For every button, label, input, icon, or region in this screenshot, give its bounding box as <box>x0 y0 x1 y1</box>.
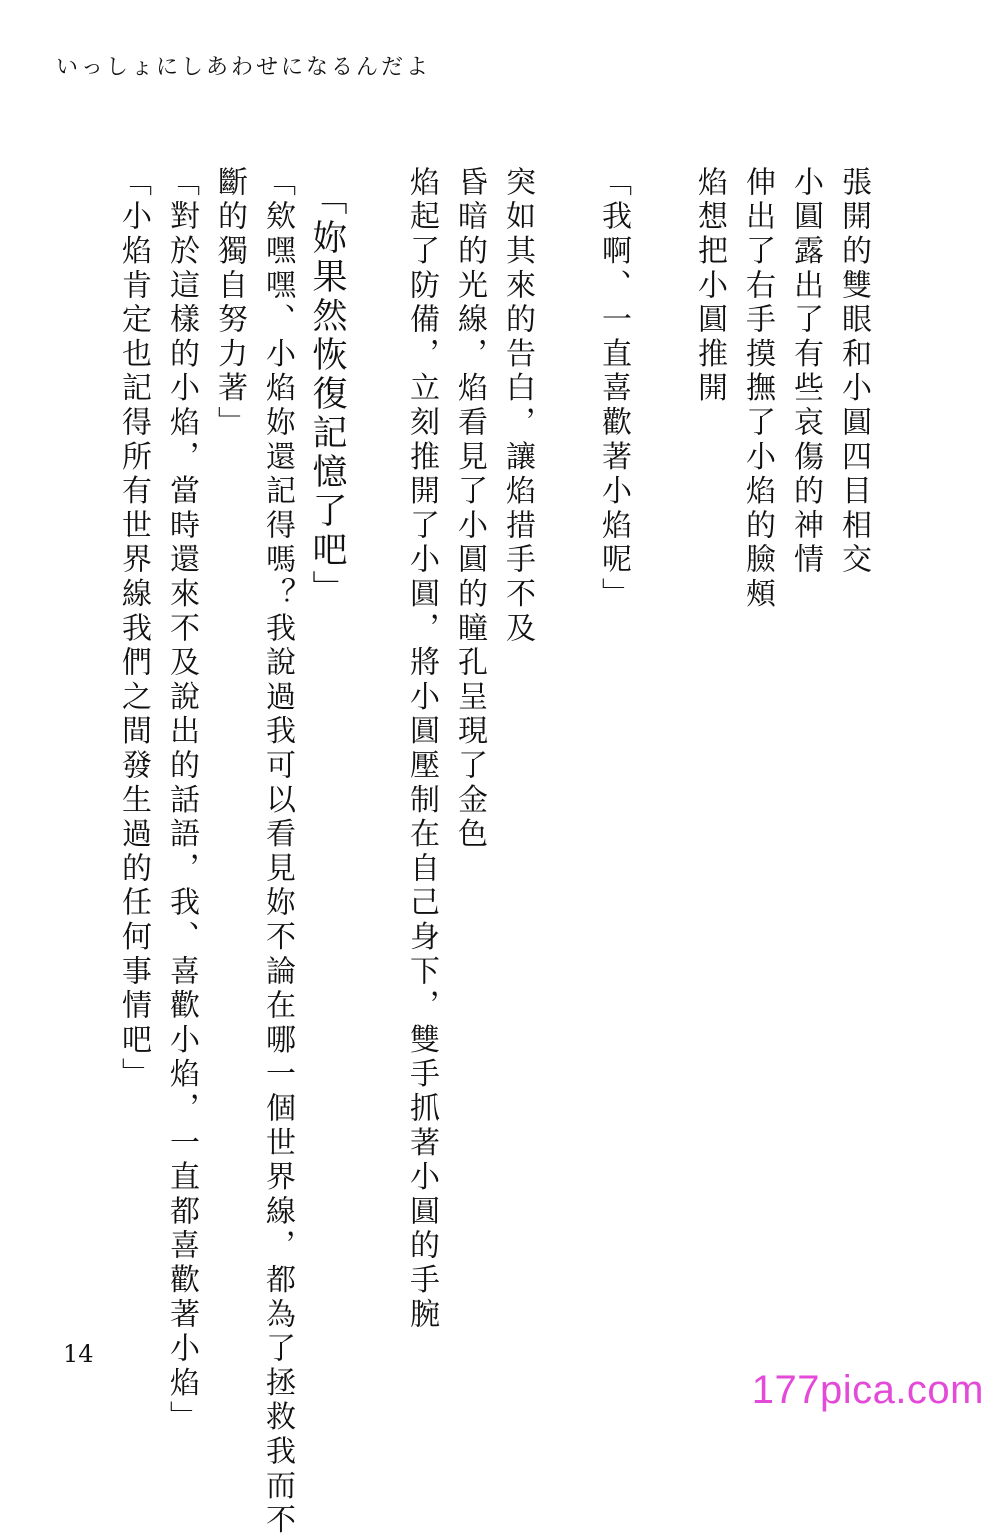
text-column-10: 「欸嘿嘿、小焰妳還記得嗎？我說過我可以看見妳不論在哪一個世界線，都為了拯救我而不 <box>260 166 295 1538</box>
text-column-11: 斷的獨自努力著」 <box>212 166 247 441</box>
watermark: 177pica.com <box>751 1368 984 1412</box>
text-column-6: 突如其來的告白，讓焰措手不及 <box>500 166 535 647</box>
text-column-7: 昏暗的光線，焰看見了小圓的瞳孔呈現了金色 <box>452 166 487 852</box>
page-number: 14 <box>63 1340 94 1368</box>
text-column-4: 焰想把小圓推開 <box>692 166 727 407</box>
running-title: いっしょにしあわせになるんだよ <box>56 55 432 80</box>
text-column-5: 「我啊、一直喜歡著小焰呢」 <box>596 166 631 612</box>
text-column-13: 「小焰肯定也記得所有世界線我們之間發生過的任何事情吧」 <box>116 166 151 1093</box>
text-column-1: 張開的雙眼和小圓四目相交 <box>836 166 871 578</box>
text-column-8: 焰起了防備，立刻推開了小圓，將小圓壓制在自己身下，雙手抓著小圓的手腕 <box>404 166 439 1333</box>
text-column-2: 小圓露出了有些哀傷的神情 <box>788 166 823 578</box>
text-column-9: 「妳果然恢復記憶了吧」 <box>307 180 347 609</box>
text-column-3: 伸出了右手摸撫了小焰的臉頰 <box>740 166 775 612</box>
text-column-12: 「對於這樣的小焰，當時還來不及說出的話語，我、喜歡小焰，一直都喜歡著小焰」 <box>164 166 199 1436</box>
